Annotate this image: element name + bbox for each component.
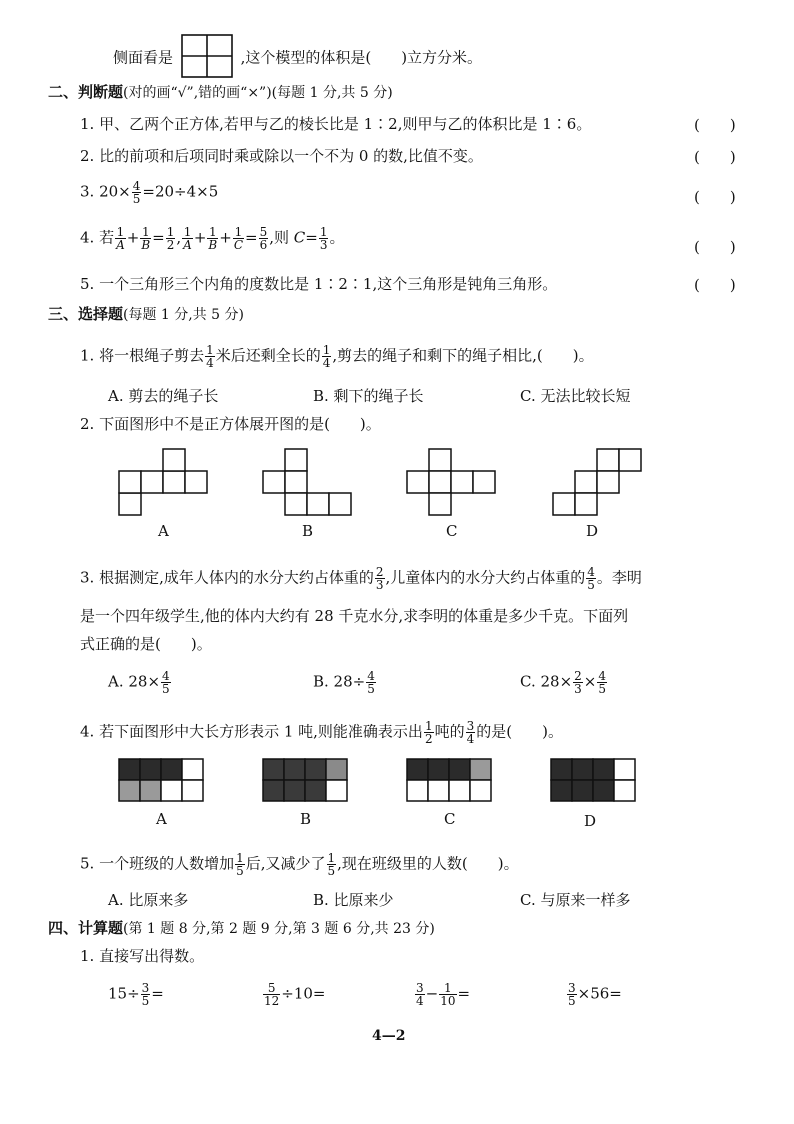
fraction: $\frac{1}{C}$: [233, 225, 244, 252]
section-3-note: (每题 1 分,共 5 分): [123, 307, 245, 323]
choice-q5-option-c[interactable]: C. 与原来一样多: [520, 891, 631, 909]
judge-q1-answer-box[interactable]: ( ): [694, 116, 736, 134]
fraction: $\frac{5}{6}$: [259, 225, 268, 252]
section-2-title: [48, 82, 393, 103]
top-suffix: ,这个模型的体积是( )立方分米。: [240, 48, 483, 67]
rect-label-b: B: [300, 810, 312, 828]
choice-q1: 1. 将一根绳子剪去 $\frac{1}{4}$ 米后还剩全长的 $\frac{1}{4}$ ,剪去的绳子和剩下的绳子相比,( )。: [80, 343, 594, 370]
choice-q5: 5. 一个班级的人数增加 $\frac{1}{5}$ 后,又减少了 $\frac{1}{5}$ ,现在班级里的人数( )。: [80, 851, 519, 878]
fraction: $\frac{1}{3}$: [319, 225, 328, 252]
q-number: 3.: [80, 182, 95, 201]
fraction: $\frac{4}{5}$: [367, 669, 375, 696]
judge-q3-answer-box[interactable]: ( ): [694, 188, 736, 206]
rect-label-a: A: [156, 810, 167, 828]
choice-q5-option-b[interactable]: B. 比原来少: [313, 891, 394, 909]
expr-part: =20÷4×5: [142, 182, 219, 201]
fraction: $\frac{1}{10}$: [440, 981, 456, 1008]
choice-q2: 2. 下面图形中不是正方体展开图的是( )。: [80, 415, 381, 433]
rect-label-d: D: [584, 812, 597, 830]
page-number: 4—2: [372, 1028, 406, 1044]
fraction: $\frac{3}{4}$: [466, 719, 475, 746]
fraction: $\frac{1}{2}$: [424, 719, 433, 746]
section-4-note: (第 1 题 8 分,第 2 题 9 分,第 3 题 6 分,共 23 分): [123, 921, 435, 937]
calc-expr-4[interactable]: $\frac{3}{5}$ ×56=: [568, 981, 622, 1008]
top-line: [113, 34, 482, 83]
judge-q2-answer-box[interactable]: ( ): [694, 148, 736, 166]
fraction: $\frac{1}{A}$: [183, 225, 192, 252]
judge-q5-answer-box[interactable]: ( ): [694, 276, 736, 294]
cube-net-b[interactable]: [262, 448, 354, 516]
fraction: $\frac{4}{5}$: [587, 565, 595, 592]
calc-expr-1[interactable]: 15÷ $\frac{3}{5}$ =: [108, 981, 164, 1008]
cube-net-c[interactable]: [406, 448, 498, 516]
rect-diagram-c[interactable]: [406, 758, 494, 802]
cube-net-a[interactable]: [118, 448, 210, 516]
fraction: $\frac{1}{2}$: [166, 225, 175, 252]
judge-q3: [80, 180, 218, 205]
choice-q5-option-a[interactable]: A. 比原来多: [108, 891, 189, 909]
fraction: $\frac{3}{4}$: [416, 981, 424, 1008]
fraction: $\frac{1}{A}$: [116, 225, 125, 252]
fraction: $\frac{4}{5}$: [132, 179, 141, 206]
fraction: $\frac{1}{5}$: [236, 851, 244, 878]
cube-net-label-c: C: [446, 522, 458, 540]
section-4-heading: 四、计算题: [48, 919, 124, 937]
fraction: $\frac{5}{12}$: [264, 981, 280, 1008]
cube-net-label-a: A: [158, 522, 169, 540]
rect-diagram-b[interactable]: [262, 758, 350, 802]
fraction: $\frac{1}{4}$: [322, 343, 331, 370]
fraction: $\frac{1}{B}$: [141, 225, 151, 252]
top-prefix: 侧面看是: [113, 48, 174, 67]
section-4-title: [48, 918, 435, 939]
choice-q3-option-a[interactable]: A. 28× $\frac{4}{5}$: [108, 669, 170, 696]
calc-expr-2[interactable]: $\frac{5}{12}$ ÷10=: [264, 981, 326, 1008]
fraction: $\frac{4}{5}$: [598, 669, 606, 696]
choice-q1-option-b[interactable]: B. 剩下的绳子长: [313, 387, 424, 405]
fraction: $\frac{1}{B}$: [208, 225, 218, 252]
calc-q1: 1. 直接写出得数。: [80, 947, 205, 965]
judge-q4: 4. 若 $\frac{1}{A}$ + $\frac{1}{B}$ = $\frac{1}{2}$ , $\frac{1}{A}$ + $\frac{1}{B}$ + $\frac{1}{C}$ = $\frac{5}{6}$ ,则 C= $\frac{1}{3}$ 。: [80, 225, 345, 252]
cube-net-label-b: B: [302, 522, 314, 540]
choice-q1-option-a[interactable]: A. 剪去的绳子长: [108, 387, 219, 405]
cube-net-d[interactable]: [552, 448, 644, 516]
fraction: $\frac{3}{5}$: [568, 981, 576, 1008]
choice-q3-option-c[interactable]: C. 28× $\frac{2}{3}$ × $\frac{4}{5}$: [520, 669, 606, 696]
judge-q2: 2. 比的前项和后项同时乘或除以一个不为 0 的数,比值不变。: [80, 147, 483, 165]
choice-q3-line1: 3. 根据测定,成年人体内的水分大约占体重的 $\frac{2}{3}$ ,儿童体内的水分大约占体重的 $\frac{4}{5}$ 。李明: [80, 565, 642, 592]
choice-q3-option-b[interactable]: B. 28÷ $\frac{4}{5}$: [313, 669, 375, 696]
fraction: $\frac{3}{5}$: [141, 981, 150, 1008]
section-2-heading: 二、判断题: [48, 83, 124, 101]
choice-q3-line2: 是一个四年级学生,他的体内大约有 28 千克水分,求李明的体重是多少千克。下面列: [80, 607, 629, 625]
fraction: $\frac{1}{4}$: [206, 343, 214, 370]
expr-part: 20×: [99, 182, 131, 201]
rect-label-c: C: [444, 810, 456, 828]
choice-q3-line3: 式正确的是( )。: [80, 635, 212, 653]
section-2-note: (对的画“√”,错的画“×”)(每题 1 分,共 5 分): [123, 85, 393, 101]
cube-net-label-d: D: [586, 522, 599, 540]
section-3-heading: 三、选择题: [48, 305, 124, 323]
choice-q1-option-c[interactable]: C. 无法比较长短: [520, 387, 631, 405]
choice-q4: 4. 若下面图形中大长方形表示 1 吨,则能准确表示出 $\frac{1}{2}$ 吨的 $\frac{3}{4}$ 的是( )。: [80, 719, 563, 746]
fraction: $\frac{4}{5}$: [162, 669, 170, 696]
judge-q5: 5. 一个三角形三个内角的度数比是 1∶2∶1,这个三角形是钝角三角形。: [80, 275, 558, 293]
rect-diagram-a[interactable]: [118, 758, 206, 802]
section-3-title: [48, 304, 244, 325]
fraction: $\frac{1}{5}$: [327, 851, 336, 878]
q-number: 4. 若: [80, 228, 115, 247]
rect-diagram-d[interactable]: [550, 758, 638, 802]
side-view-figure: [181, 34, 233, 83]
judge-q1: 1. 甲、乙两个正方体,若甲与乙的棱长比是 1∶2,则甲与乙的体积比是 1∶6。: [80, 115, 592, 133]
fraction: $\frac{2}{3}$: [574, 669, 582, 696]
fraction: $\frac{2}{3}$: [375, 565, 384, 592]
calc-expr-3[interactable]: $\frac{3}{4}$ − $\frac{1}{10}$ =: [416, 981, 471, 1008]
judge-q4-answer-box[interactable]: ( ): [694, 238, 736, 256]
